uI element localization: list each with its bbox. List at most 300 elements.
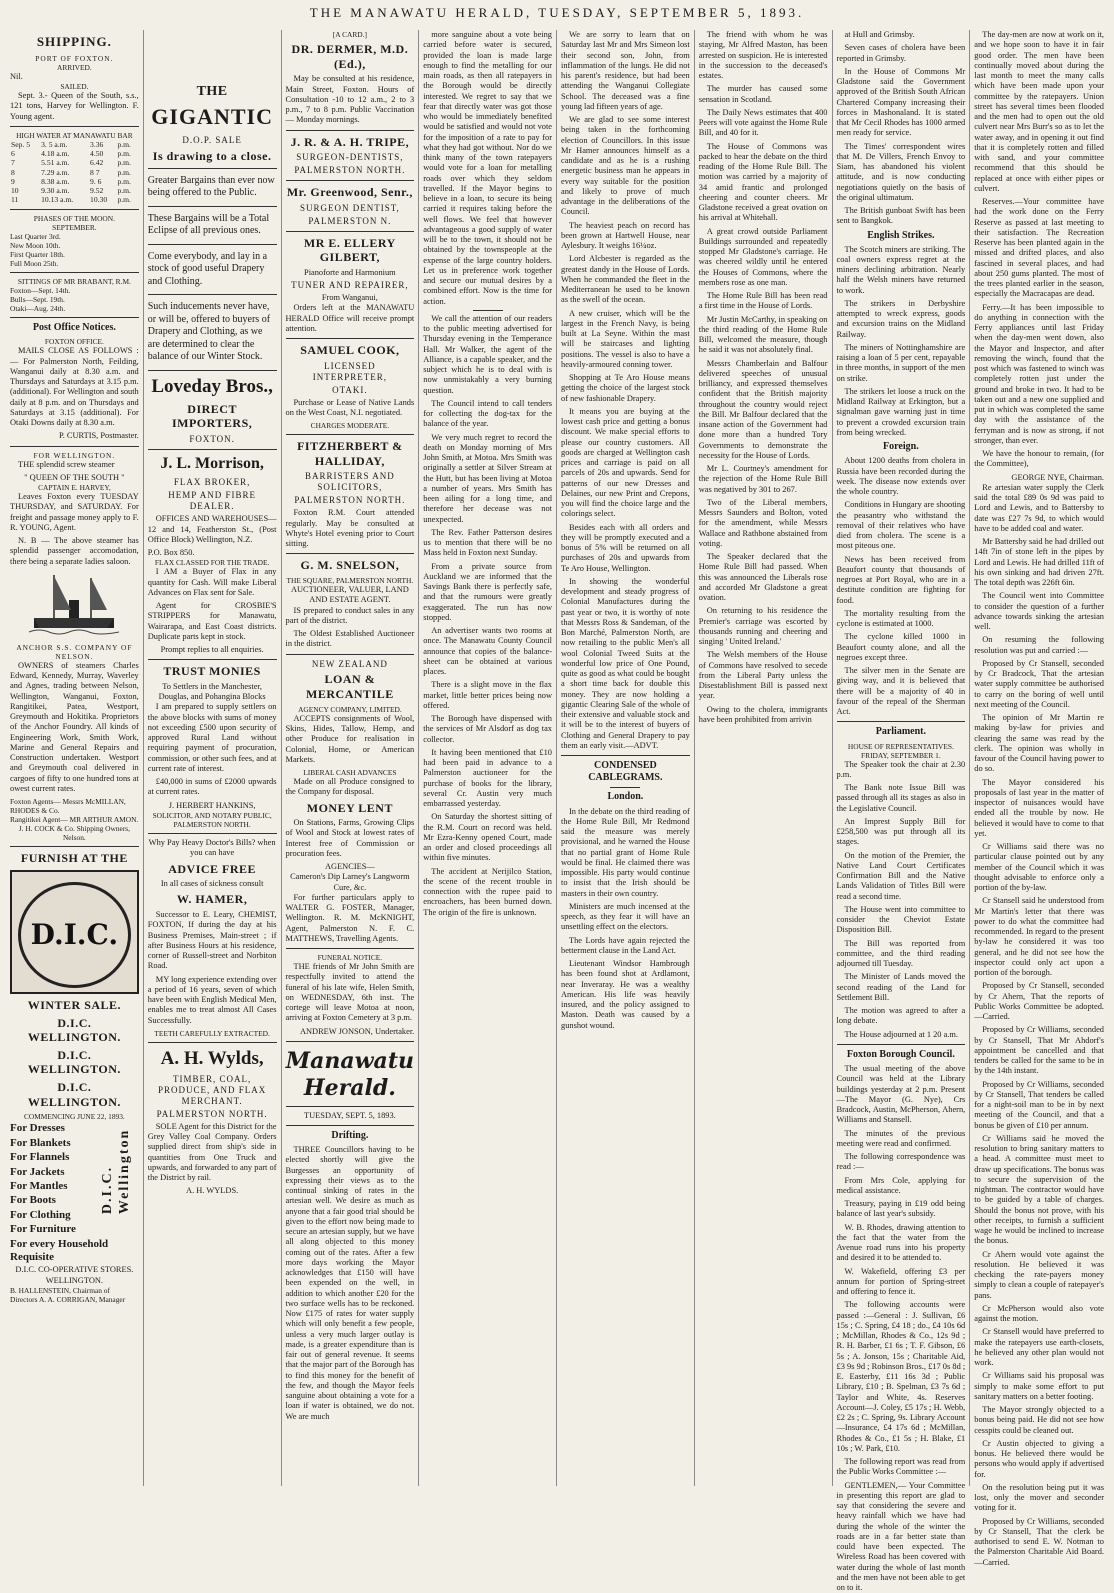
divider (286, 654, 415, 655)
funeral-title: FUNERAL NOTICE. (317, 953, 383, 963)
furnish-title: FURNISH AT THE (20, 851, 128, 866)
post-office-sub: FOXTON OFFICE. (44, 337, 104, 347)
article-text-6: The Home Rule Bill has been read a first time in the House of Lords. (698, 291, 828, 311)
column-4 (419, 30, 557, 1486)
divider (10, 272, 139, 273)
snelson-sub-2: AUCTIONEER, VALUER, LAND AND ESTATE AGENT. (290, 585, 409, 605)
tide-cell: 4.50 (90, 149, 104, 159)
dic-item: For Dresses (10, 1122, 65, 1135)
article-text-20: The House went into committee to consider the Cheviot Estate Disposition Bill. (836, 904, 966, 935)
chairman-sign: GEORGE NYE, Chairman. (1011, 472, 1104, 482)
sale-the: THE (196, 84, 228, 99)
loveday-name: Loveday Bros., (151, 375, 273, 397)
article-text-25: The usual meeting of the above Council was held at the Library buildings yesterday at 2 p.m. Present—The Mayor (G. Nye), Crs Bradcock, Austin, McPherson, Ahern, Williams and Stansell. (836, 1064, 966, 1125)
morrison-po: P.O. Box 850. (147, 548, 195, 558)
tide-row (10, 186, 139, 195)
article-text-5: Re artesian water supply the Clerk said the total £89 0s 9d was paid to Lord and Lewis, and to Battersby to date was £27 7s 9d, to which would have to be added coal and water. (974, 482, 1104, 533)
divider (837, 1044, 966, 1045)
tide-cell: 6.42 (90, 158, 104, 168)
tide-row (10, 140, 139, 149)
dic-item: For Mantles (10, 1179, 68, 1192)
article-text-28: From Mrs Cole, applying for medical assistance. (836, 1175, 966, 1195)
dermer-text: May be consulted at his residence, Main Street, Foxton. Hours of Consultation -10 to 12 a.m., 2 to 3 p.m., 7 to 8 p.m. Public Vaccination — Monday mornings. (285, 74, 415, 125)
trust-title: TRUST MONIES (163, 664, 261, 679)
divider (286, 553, 415, 554)
article-text-29: Treasury, paying in £19 odd being balance of last year's subsidy. (836, 1199, 966, 1219)
article-text-7: The Council went into Committee to consider the question of a further advance towards sinking the artesian well. (974, 591, 1104, 631)
article-text-19: On the motion of the Premier, the Native Land Court Certificates Confirmation Bill and the Native Lands Validation of Titles Bill were read a second time. (836, 850, 966, 901)
money-lent: MONEY LENT (306, 800, 393, 815)
sitting-entry: Bulls—Sept. 19th. (10, 294, 65, 304)
cook-text: Purchase or Lease of Native Lands on the West Coast, N.I. negotiated. (285, 397, 415, 417)
morrison-text: I AM a Buyer of Flax in any quantity for Cash. Will make Liberal Advances on Flax sent for Sale. (147, 567, 277, 597)
loveday-place: FOXTON. (189, 433, 235, 444)
tide-row (10, 168, 139, 177)
commencing-date: COMMENCING JUNE 22, 1893. (23, 1112, 125, 1122)
wellington-note: N. B — The above steamer has splendid passenger accomodation, there being a separate ladies saloon. (10, 536, 139, 566)
article-text-7: Mr Justin McCarthy, in speaking on the third reading of the Home Rule Bill, welcomed the measure, though he said it was not absolutely final. (698, 314, 828, 355)
post-office-title: Post Office Notices. (32, 322, 116, 334)
gilbert-sub-2: TUNER AND REPAIRER, (291, 280, 409, 291)
article-text-8: Besides each with all orders and they will be promptly executed and a bonus of 5% will be returned on all purchases of 20s and upwards from Te Aro House, Wellington. (561, 522, 690, 573)
divider (148, 244, 277, 245)
hankins-name: J. HERBERT HANKINS, (168, 800, 256, 810)
gilbert-name: MR E. ELLERY GILBERT, (303, 235, 396, 265)
tide-cell: p.m. (117, 186, 131, 196)
tide-cell: p.m. (117, 149, 131, 159)
dic-footer: D.I.C. CO-OPERATIVE STORES. WELLINGTON. (15, 1265, 134, 1285)
article-text-9: Proposed by Cr Stansell, seconded by Cr Bradcock, That the artesian water supply committee be authorised to carry on the boring of well until next meeting of the Council. (974, 658, 1104, 709)
column-7 (833, 30, 971, 1593)
article-text-11: On Saturday the shortest sitting of the R.M. Court on record was held. Mr Ezra-Kenny opened Court, made an order and closed proceedings all within five minutes. (423, 812, 552, 863)
article-text-15: The silver men in the Senate are giving way, and it is believed that there will be a majority of 40 in favour of the repeal of the Sherman Act. (836, 666, 966, 717)
article-text-16: Proposed by Cr Williams, seconded by Cr Stansell, That tenders be called for a night-soil man to be in by next meeting of the Council, and that a bonus be given of £10 per annum. (974, 1079, 1104, 1130)
article-text-6: From a private source from Auckland we are informed that the Savings Bank there is perfectly safe, and that the rumours were greatly exaggerated. The run has now stopped. (423, 561, 552, 622)
gilbert-sub: Pianoforte and Harmonium (304, 267, 396, 277)
article-text-6: The Scotch miners are striking. The coal owners express regret at the miners declining arbitration. Nearly half the Welsh miners have returned to work. (836, 244, 966, 295)
tide-cell: 9. 6 (90, 176, 102, 186)
divider (10, 126, 139, 127)
article-text-23: The motion was agreed to after a long debate. (836, 1006, 966, 1026)
doctor-question: Why Pay Heavy Doctor's Bills? when you can have (148, 838, 276, 858)
loan-sub: AGENCY COMPANY, LIMITED. (298, 704, 402, 714)
article-text-3: In the House of Commons Mr Gladstone said the Government approved of the British South African Chartered Company increasing their forces in Mashonaland. It is stated that Mr Cecil Rhodes has 1000 armed men ready for service. (836, 66, 966, 138)
loan-nz: NEW ZEALAND (311, 658, 388, 669)
divider (10, 317, 139, 318)
column-6 (695, 30, 833, 1486)
moon-phase: First Quarter 18th. (10, 249, 65, 259)
anchor-text: OWNERS of steamers Charles Edward, Kennedy, Murray, Waverley and Agnes, trading between Nelson, Wellington, Wanganui, Foxton, Rangitikei, Patea, Westport, Greymouth and Hokitika. Proprietors of the Anchor Foundry. All kinds of Engineering Work, Smith Work, Marine and General Repairs and Construction undertaken. Westport and Greymouth coal delivered in cargoes of fifty to one hundred tons at owest current rates. (10, 660, 139, 793)
article-text-12: The accident at Nerijilco Station, the scene of the recent trouble in connection with the rupee paid to encroachers, has been burned down. The origin of the fire is unknown. (423, 866, 552, 917)
dic-stores-banner (10, 870, 139, 994)
article-text-13: The Welsh members of the House of Commons have resolved to secede from the Liberal Party unless the Disestablishment Bill is passed next year. (698, 650, 828, 701)
dic-item: For Boots (10, 1194, 56, 1207)
tide-cell: Sep. 5 (11, 139, 30, 149)
steamship-illustration (29, 570, 119, 640)
snelson-name: G. M. SNELSON, (300, 558, 400, 573)
greenwood-place: PALMERSTON N. (308, 215, 392, 226)
wylds-sub: TIMBER, COAL, PRODUCE, AND FLAX MERCHANT. (157, 1073, 267, 1106)
article-text-19: Cr McPherson would also vote against the motion. (974, 1303, 1104, 1323)
morrison-agent: Agent for CROSBIE'S STRIPPERS for Manawatu, Wairarapa, and East Coast districts. Duplicate parts kept in stock. (147, 601, 277, 641)
tide-cell: 7 (11, 158, 15, 168)
snelson-text: IS prepared to conduct sales in any part of the district. (285, 605, 415, 625)
foxton-council-title: Foxton Borough Council. (846, 1048, 955, 1060)
article-text-4: We very much regret to record the death on Monday morning of Mrs John Smith, at Motoa. Mrs Smith was originally a settler at Silver Stream at the Hutt, but has been living at Motoa a number of years. Mrs Smith has been ailing for a long time, and therefore her decease was not unexpected. (423, 432, 552, 524)
moon-list (10, 232, 139, 268)
sale-para-1: Greater Bargains than ever now being offered to the Public. (147, 174, 275, 198)
tide-row (10, 177, 139, 186)
morrison-reply: Prompt replies to all enquiries. (160, 645, 264, 655)
dic-item: For every Household Requisite (10, 1237, 109, 1263)
article-text-16: The Speaker took the chair at 2.30 p.m. (836, 759, 966, 779)
sittings-title: SITTINGS OF MR BRABANT, R.M. (17, 276, 131, 286)
drifting-title: Drifting. (331, 1129, 369, 1141)
article-text-4: We have the honour to remain, (for the Committee), (974, 449, 1104, 469)
herald-title: Manawatu Herald. (285, 1047, 414, 1101)
article-text-3: The heaviest peach on record has been grown at Hartwell House, near Aylesbury. It weighs 16¼oz. (561, 220, 690, 250)
article-text-14: Proposed by Cr Stansell, seconded by Cr Ahern, That the reports of Public Works Committee be adopted.—Carried. (974, 981, 1104, 1021)
article-text-1: The day-men are now at work on it, and we hope soon to have it in fair good order. The men have been continually moved about during the last month to meet the many calls which have been made upon your committee by the ratepayers. Union street has several times been flooded and the men had to open out the old culvert near Mrs Burr's so as to let the water away, and in opening it out find that it is completely rotten and filled with sand, and your committee recommend that this should be replaced at once with either pipes or culvert. (974, 30, 1104, 193)
masthead: THE MANAWATU HERALD, TUESDAY, SEPTEMBER 5, 1893. (309, 5, 805, 20)
dic-item: For Jackets (10, 1165, 65, 1178)
divider (10, 209, 139, 210)
divider (286, 434, 415, 435)
tide-row (10, 149, 139, 158)
article-text-5: A great crowd outside Parliament Buildings surrounded and repeatedly stopped Mr Gladstone's carriage. He was cheered wildly until he entered the Houses of Commons, where the members rose as one man. (698, 226, 828, 287)
tide-cell: 3.36 (90, 139, 104, 149)
drifting-text: THREE Councillors having to be elected shortly will give the Burgesses an opportunity of expressing their views as to the continual sinking of rates in the artesian well. We desire as much as anyone that a fair good trial should be given to the effort now being made to secure an artesian supply, but we have all along objected to this money coming out of the rates. After a few more days working the Mayor acknowledges that £150 will have been expended on the well, in addition to which another £20 for the two surface wells has to be reckoned. Now £175 of rates for water supply which will only benefit a few people, unless a very much larger outlay is made, is a greater expenditure than is fair out of general revenue. It seems that the major part of the Borough has to find this money for the benefit of the few, and though the Mayor feels sanguine about obtaining a vote for a loan if water is obtained, we do not. We are much (285, 1145, 415, 1421)
dermer-name: DR. DERMER, M.D. (Ed.), (291, 42, 409, 71)
article-text-12: The Lords have again rejected the betterment clause in the Land Act. (561, 935, 690, 955)
parliament-title: Parliament. (875, 726, 926, 738)
wylds-name: A. H. Wylds, (160, 1047, 264, 1069)
article-text-3: Ferry.—It has been impossible to do anything in connection with the Ferry appliances until last Friday when the day-men went down, also the Mayor and Inspector, and after removing the winch, found that the post which was fastened to winch was completely rotten just under the ground and broke in two. It had to be taken out and a new one supplied and put in which was completed the same day with the assistance of the ferryman and is now as strong, if not stronger, than ever. (974, 302, 1104, 445)
article-text-30: W. B. Rhodes, drawing attention to the fact that the water from the Avenue road runs into his property and desired it to be attended to. (836, 1222, 966, 1263)
article-text-15: Proposed by Cr Williams, seconded by Cr Stansell, That Mr Ahdorf's appointment be cancelled and that tenders be called for the same to be in by the 14th instant. (974, 1025, 1104, 1076)
article-text-2: Seven cases of cholera have been reported in Grimsby. (836, 43, 966, 63)
article-text-1: at Hull and Grimsby. (844, 30, 915, 39)
anchor-signature: J. H. COCK & Co. Shipping Owners, Nelson. (18, 824, 131, 843)
moon-month: SEPTEMBER. (52, 222, 97, 232)
arrived-value: Nil. (10, 71, 23, 81)
article-text-7: It means you are buying at the lowest cash price and getting a bonus discount. We make special efforts to please our country customers. All goods are charged at Wellington cash prices and carriage is paid on all parcels of 20s and upwards. Send for patterns of our new Dresses and Delaines, our new Print and Crepons, you will find the choice large and the colorings select. (561, 406, 690, 519)
moon-phase: Last Quarter 3rd. (10, 231, 61, 241)
tide-row (10, 195, 139, 204)
arrived-label: ARRIVED. (57, 62, 92, 72)
trust-text-2: £40,000 in sums of £2000 upwards at current rates. (147, 777, 277, 797)
article-text-31: W. Wakefield, offering £3 per annum for portion of Spring-street and offering to fence it. (836, 1266, 966, 1297)
fitz-sub: BARRISTERS AND SOLICITORS, (304, 471, 395, 493)
winter-sale: WINTER SALE. (27, 997, 122, 1012)
tide-cell: 7.29 a.m. (41, 167, 70, 177)
agencies-text: Cameron's Dip Larney's Langworm Cure, &c. (290, 872, 410, 892)
wylds-sign: A. H. WYLDS. (186, 1186, 239, 1196)
article-text-18: Cr Ahern would vote against the resolution. He believed it was checking the rate-payers money simply to clean a couple of ratepayer's pans. (974, 1249, 1104, 1300)
divider (148, 370, 277, 371)
greenwood-sub: SURGEON DENTIST, (299, 202, 400, 213)
sale-para-3: Come everybody, and lay in a stock of good useful Drapery and Clothing. (147, 250, 268, 287)
article-text-9: The strikers let loose a truck on the Midland Railway at Erkington, but a signalman gave warning just in time to prevent a crowded excursion train from being wrecked. (836, 386, 966, 437)
divider (10, 446, 139, 447)
article-text-2: The murder has caused some sensation in Scotland. (698, 84, 828, 104)
tide-cell: p.m. (117, 176, 131, 186)
article-text-20: Cr Stansell would have preferred to make the ratepayers use earth-closets, he believed any other plan would not work. (974, 1327, 1104, 1367)
tide-cell: 9.30 a.m. (41, 186, 70, 196)
article-text-32: The following accounts were passed :—General : J. Sullivan, £6 15s ; C. Spring, £4 18 ; do., £4 10s 6d ; McMillan, Rhodes & Co., 12s 9d ; R. H. Barber, £1 6s ; T. F. Gibson, £6 5s ; A. Jonson, 15s ; Charitable Aid, £3 9s 9d ; Robinson Bros., £17 0s 8d ; E. Easterby, £11 16s 3d ; Public Library, £10 ; B. Spelman, £3 7s 6d ; Taylor and White, 4s. Reserves Account—J. Coley, £5 17s ; H. Webb, £2 2s ; C. Spring, 9s. Library Account—Insurance, £4 17s 6d ; McMillan, Rhodes & Co., £1 5s ; H. Blake, £1 10s ; W. Park, £10. (836, 1300, 966, 1453)
tide-row (10, 158, 139, 167)
column-2 (144, 30, 282, 1486)
divider (286, 231, 415, 232)
article-text-10: About 1200 deaths from cholera in Russia have been recorded during the week. The disease now extends over the whole country. (836, 456, 966, 497)
liberal-text: Made on all Produce consigned to the Company for disposal. (285, 777, 415, 797)
column-5 (557, 30, 695, 1486)
sailed-label: SAILED. (60, 82, 89, 92)
tide-cell: 11 (11, 195, 19, 205)
english-strikes-title: English Strikes. (867, 229, 935, 241)
article-text-6: Mr Battersby said he had drilled out 14ft 7in of stone left in the pipes by Lord and Lewis. He had drilled 11ft of his own sinking and had driven 27ft. The total depth was 226ft 6in. (974, 537, 1104, 587)
column-1 (6, 30, 144, 1486)
article-text-11: Conditions in Hungary are shooting the peasantry who withstand the removal of their relatives who have died from cholera. The scene is a most piteous one. (836, 500, 966, 551)
morrison-classed: FLAX CLASSED FOR THE TRADE. (154, 558, 270, 568)
divider (473, 310, 503, 311)
article-text-12: Cr Williams said there was no particular clause pointed out by any member of the Council which it was thought advisable to enforce only a portion of the by-law. (974, 842, 1104, 892)
divider (148, 168, 277, 169)
article-text-24: On the resolution being put it was lost, only the mover and seconder voting for it. (974, 1482, 1104, 1513)
wellington-sailings: Leaves Foxton every TUESDAY THURSDAY, and SATURDAY. For freight and passage money apply to F. R. YOUNG, Agent. (10, 492, 139, 532)
tide-cell: 4.18 a.m. (41, 149, 70, 159)
sale-para-2: These Bargains will be a Total Eclipse of all previous ones. (147, 212, 270, 236)
cook-charges: CHARGES MODERATE. (310, 421, 390, 431)
article-text-4: The Times' correspondent wires that M. De Villers, French Envoy to Siam, has abandoned his violent attitude, and is now conducting negotiations quietly on the basis of the original ultimatum. (836, 141, 966, 202)
advice-sub: In all cases of sickness consult (160, 879, 264, 889)
article-text-3: The Council intend to call tenders for collecting the dog-tax for the balance of the year. (423, 398, 552, 429)
house-title: HOUSE OF REPRESENTATIVES. (847, 741, 954, 751)
tide-cell: 6 (11, 149, 15, 159)
trust-sub: To Settlers in the Manchester, Douglas, and Pohangina Blocks (158, 681, 266, 702)
liberal-title: LIBERAL CASH ADVANCES (303, 768, 397, 777)
sitting-entry: Otaki—Aug. 24th. (10, 304, 66, 314)
postmaster: P. CURTIS, Postmaster. (58, 431, 139, 441)
cook-name: SAMUEL COOK, (300, 343, 400, 358)
article-text-18: An Imprest Supply Bill for £258,500 was put through all its stages. (836, 816, 966, 847)
tide-cell: 9 (11, 176, 15, 186)
dic-item: For Furniture (10, 1223, 76, 1236)
cablegrams-title: CONDENSED CABLEGRAMS. (588, 760, 663, 784)
article-text-8: There is a slight move in the flax market, little better prices being now offered. (423, 680, 552, 710)
divider (286, 1125, 415, 1126)
divider (148, 659, 277, 660)
foreign-title: Foreign. (883, 441, 919, 453)
divider (148, 833, 277, 834)
newspaper-columns (6, 30, 1108, 1593)
dic-wellington: D.I.C. WELLINGTON. (27, 1047, 121, 1077)
morrison-name: J. L. Morrison, (160, 454, 264, 472)
agencies-title: AGENCIES— (324, 862, 375, 872)
dic-items-block (10, 1122, 139, 1264)
article-text-5: A new cruiser, which will be the largest in the French Navy, is being built at La Seyne. Within the mast will be staircases and lighting positions. The vessel is also to have a heavily-armoured conning tower. (561, 308, 690, 369)
article-text-1: more sanguine about a vote being carried before water is secured, provided the loan is made large enough to find the metalling for our main roads, as then all ratepayers in the Borough would be directly interested. We regret to say that we fear that directly water was got those who would be immediately benefited would be satisfied and would not vote for the imposition of a rate to pay for what they had got without. Nor do we think many of the town ratepayers would vote for a loan for metalling roads over which they seldom travelled. If the Mayor begins to believe in a loan, to secure its being carried it requires taking before the well flows. We feel that however advantageous a good supply of water will be to the town, it should not be obtained by the townspeople at the expense of the large country holders. Let us in preference work together and secure our mutual desires by a combined effort. Now is the time for action. (423, 30, 552, 306)
gilbert-text: Orders left at the MANAWATU HERALD Office will receive prompt attention. (285, 303, 415, 333)
article-text-34: GENTLEMEN,— Your Committee in presenting this report are glad to say that considering the severe and heavy rainfall which we have had during the whole of the winter the roads are in a far better state than could have been expected. The Wireless Road has been covered with water during the whole of last month and the men have not been able to get on to it. (836, 1480, 966, 1593)
tide-cell: 10.13 a.m. (41, 195, 74, 205)
moon-title: PHASES OF THE MOON. (33, 213, 115, 223)
teeth-note: TEETH CAREFULLY EXTRACTED. (154, 1028, 270, 1038)
divider (10, 846, 139, 847)
article-text-10: The opinion of Mr Martin re making by-law for privies and clearing the same was read by the clerk. The opinion was wholly in favour of the Council having power to do so. (974, 713, 1104, 774)
hankins-sub: SOLICITOR, AND NOTARY PUBLIC, PALMERSTON NORTH. (152, 810, 272, 829)
article-text-24: The House adjourned at 1 20 a.m. (844, 1029, 958, 1039)
fitz-name: FITZHERBERT & HALLIDAY, (297, 439, 403, 468)
moon-phase: New Moon 10th. (10, 240, 61, 250)
article-text-14: Owing to the cholera, immigrants have been prohibited from arrivin (698, 704, 828, 724)
greenwood-name: Mr. Greenwood, Senr., (286, 185, 413, 200)
article-text-17: The Bank note Issue Bill was passed through all its stages as also in the Legislative Council. (836, 783, 966, 813)
article-text-11: The Speaker declared that the Home Rule Bill had passed. When this was announced the Liberals rose and accorded Mr Gladstone a great ovation. (698, 552, 828, 602)
article-text-3: The Daily News estimates that 400 Peers will vote against the Home Rule Bill, and 40 for it. (698, 107, 828, 138)
article-text-1: We are sorry to learn that on Saturday last Mr and Mrs Simeon lost their second son, John, from inflammation of the lungs. He did not his parent's residence, but had been attending the Wanganui Collegiate School. The deceased was a fine young lad fifteen years of age. (561, 30, 690, 111)
sittings-list (10, 286, 139, 313)
hamer-text-2: MY long experience extending over a period of 16 years, seven of which have been with English Medical Men, enables me to treat almost All Cases Successfully. (147, 974, 277, 1025)
herald-date: TUESDAY, SEPT. 5, 1893. (304, 1110, 396, 1120)
port-name: PORT OF FOXTON. (35, 53, 114, 63)
agencies-text-2: For further particulars apply to WALTER G. FOSTER, Manager, Wellington. R. M. McKNIGHT, Agent, Palmerston N. F. C. MATTHEWS, Travelling Agents. (285, 892, 415, 943)
sale-gigantic: GIGANTIC (151, 104, 273, 130)
post-office-text: MAILS CLOSE AS FOLLOWS :— For Palmerston North, Feilding, Wanganui daily at 8.30 a.m. and Thursdays and Saturdays at 3.15 p.m. (additional). For Wellington and south daily at 8 p.m. and on Thursdays and Saturdays at 3.15 (additional). For Otaki Downs daily at 8.30 a.m. (10, 346, 139, 428)
article-text-13: Cr Stansell said he understood from Mr Martin's letter that there was power to do what the committee had recommended. In regard to the present by-law he considered it was too general, and he did not see how the inspector could only act upon a portion of the borough. (974, 896, 1104, 977)
article-text-12: News has been received from Beaufort county that thousands of negroes at Port Royal, who are in a destitute condition are fighting for food. (836, 554, 966, 605)
article-text-10: Two of the Liberal members, Messrs Saunders and Bolton, voted for the amendment, while Messrs Wallace and Rathbone abstained from voting. (698, 497, 828, 548)
anchor-agents-2: Rangitikei Agent— MR ARTHUR AMON. (10, 815, 139, 825)
shipping-title: SHIPPING. (36, 34, 112, 49)
tide-cell: 8.38 a.m. (41, 176, 70, 186)
sale-name: D.O.P. SALE (182, 134, 242, 145)
tide-cell: 9.52 (90, 186, 104, 196)
dic-item: For Flannels (10, 1151, 70, 1164)
friday-date: FRIDAY, SEPTEMBER 1. (861, 750, 941, 760)
tripe-sub: SURGEON-DENTISTS, (296, 152, 404, 163)
money-text: On Stations, Farms, Growing Clips of Wool and Stock at lowest rates of Interest free of Commission or procuration fees. (285, 818, 415, 858)
article-text-21: The Bill was reported from committee, and the third reading adjourned till Tuesday. (836, 938, 966, 969)
tide-cell: 3. 5 a.m. (41, 139, 68, 149)
article-text-14: The cyclone killed 1000 in Beaufort county alone, and all the negroes except three. (836, 632, 966, 662)
article-text-2: Reserves.—Your committee have had the work done on the Ferry Reserve as passed at last meeting to their satisfaction. The Recreation Reserve has been planted again in the missed and drifted places, and also fascined in several places, and had about 250 gums planted. The most of the trees planted earlier in the season, especially the Macracapas are dead. (974, 197, 1104, 299)
column-3 (282, 30, 420, 1486)
divider (286, 338, 415, 339)
article-text-26: The minutes of the previous meeting were read and confirmed. (836, 1128, 966, 1148)
funeral-text: THE friends of Mr John Smith are respectfully invited to attend the funeral of his late wife, Helen Smith, on WEDNESDAY, 6th inst. The cortege will leave Motoa at noon, arriving at Foxton Cemetery at 3 p.m. (285, 962, 415, 1023)
gilbert-from: From Wanganui, (321, 293, 378, 303)
divider (561, 755, 690, 756)
snelson-sub: THE SQUARE, PALMERSTON NORTH. (286, 575, 414, 585)
article-text-17: Cr Williams said he moved the resolution to bring sanitary matters to a head. A committee must meet to draw up specifications. The bonus was to secure the supervision of the nightman. The contractor would have to be guided by a table of charges. Should the bonus not prove, with his other receipts, to furnish a sufficient wage he would be inclined to increase the bonus. (974, 1133, 1104, 1246)
ship-name: " QUEEN OF THE SOUTH " (24, 472, 125, 482)
london-title: London. (607, 791, 644, 803)
loan-text: ACCEPTS consignments of Wool, Skins, Hides, Tallow, Hemp, and other Produce for realisation in Colonial, Home, or American Markets. (285, 713, 415, 764)
article-text-2: We are glad to see some interest being taken in the forthcoming election of Councillors. In this issue Mr Hamer announces himself as a candidate and as he is a rushing energetic business man he appears in every way suitable for the position and likely to prove of much advantage in the deliberations of the Council. (561, 115, 690, 217)
divider (286, 948, 415, 949)
cook-place: OTAKI. (332, 384, 368, 395)
divider (148, 206, 277, 207)
tide-cell: p.m. (117, 167, 131, 177)
divider (148, 1042, 277, 1043)
hamer-name: W. HAMER, (176, 892, 248, 907)
article-text-13: Lieutenant Windsor Hambrough has been found shot at Ardlamont, near Inveraray. He was a wealthy American. His life was heavily insured, and the policy assigned to Maston. Death was caused by a gunshot wound. (561, 959, 690, 1030)
hamer-text: Successor to E. Leary, CHEMIST, FOXTON, If during the day at his Business Premises, Main-street ; if after Business Hours at his residence, corner of Russell-street and Norbiton Road. (147, 910, 277, 971)
wylds-text: SOLE Agent for this District for the Grey Valley Coal Company. Orders supplied direct from ship's side in quantities from One Truck and upwards, and forwarded to any part of the District by rail. (147, 1121, 277, 1183)
snelson-text-2: The Oldest Established Auctioneer in the district. (285, 629, 415, 649)
tide-cell: p.m. (117, 195, 131, 205)
divider (286, 1041, 415, 1042)
article-text-23: Cr Austin objected to giving a bonus. He believed there would be persons who would apply if advertised for. (974, 1438, 1104, 1479)
article-text-5: The Rev. Father Patterson desires us to mention that there will be no Mass held in Foxton next Sunday. (423, 527, 552, 558)
article-text-2: We call the attention of our readers to the public meeting advertised for Thursday evening in the Temperance Hall. Mr Walker, the agent of the Alliance, is a capable speaker, and the subject which he is to deal with is now unmistakably a very burning question. (423, 313, 552, 395)
sailed-text: Sept. 3.- Queen of the South, s.s., 121 tons, Harvey for Wellington. F. Young agent. (10, 91, 139, 121)
loveday-sub: DIRECT IMPORTERS, (171, 401, 253, 431)
article-text-1: The friend with whom he was staying, Mr Alfred Maston, has been arrested on suspicion. He is interested in the succession to the deceased's estates. (698, 30, 828, 80)
sale-drawing: Is drawing to a close. (152, 148, 272, 163)
article-text-11: Ministers are much incensed at the speech, as they fear it will have an unsettling effect on the electors. (561, 901, 690, 932)
article-text-22: The Minister of Lands moved the second reading of the Land for Settlement Bill. (836, 972, 966, 1002)
article-text-27: The following correspondence was read :— (836, 1152, 966, 1172)
tide-cell: p.m. (117, 139, 131, 149)
dic-item: For Blankets (10, 1136, 71, 1149)
article-text-8: Messrs Chamberlain and Balfour delivered speeches of unusual brilliancy, and expressed themselves confident that the British majority throughout the country would reject the Bill. Mr Balfour declared that the insane action of the Government had done more than a hundred Tory Governments to demonstrate the necessity for the House of Lords. (698, 358, 828, 460)
captain: CAPTAIN E. HARVEY, (38, 483, 111, 493)
divider (837, 721, 966, 722)
article-text-13: The mortality resulting from the cyclone is estimated at 1000. (836, 608, 966, 629)
card-label: [A CARD.] (332, 30, 367, 39)
article-text-12: On returning to his residence the Premier's carriage was escorted by thousands running and cheering and singing ' United Ireland.' (698, 606, 828, 646)
dic-wellington-list (10, 1016, 139, 1110)
fitz-place: PALMERSTON NORTH. (294, 495, 406, 506)
advice-free: ADVICE FREE (168, 861, 257, 876)
divider (148, 449, 277, 450)
divider (286, 130, 415, 131)
loan-title: LOAN & MERCANTILE (306, 672, 394, 702)
article-text-8: On resuming the following resolution was put and carried :— (974, 635, 1104, 655)
dic-vertical-label: D.I.C. Wellington (99, 1129, 132, 1215)
article-text-9: Mr L. Courtney's amendment for the rejection of the Home Rule Bill was negatived by 301 to 267. (698, 464, 828, 494)
wylds-place: PALMERSTON NORTH. (156, 1108, 268, 1119)
sitting-entry: Foxton—Sept. 14th. (10, 285, 71, 295)
article-text-7: The strikers in Derbyshire attempted to wreck express, goods and excursion trains on the Midland Railway. (836, 298, 966, 339)
divider (610, 787, 640, 788)
moon-phase: Full Moon 25th. (10, 258, 59, 268)
tide-cell: 8 (11, 167, 15, 177)
tide-title: HIGH WATER AT MANAWATU BAR (16, 130, 133, 140)
morrison-sub-2: HEMP AND FIBRE DEALER. (168, 490, 256, 512)
article-text-10: It having been mentioned that £10 had been paid in advance to a Palmerston auctioneer for the purchase of books for the library, several Cr. Austin very much embarrassed yesterday. (423, 747, 552, 808)
article-text-21: Cr Williams said his proposal was simply to make some effort to put sanitary matters on a better footing. (974, 1371, 1104, 1401)
wellington-text: THE splendid screw steamer (18, 459, 115, 469)
tide-cell: 10 (11, 186, 19, 196)
article-text-6: Shopping at Te Aro House means getting the choice of the largest stock of new fashionable Drapery. (561, 373, 690, 403)
tripe-place: PALMERSTON NORTH. (294, 165, 406, 176)
article-text-22: The Mayor strongly objected to a bonus being paid. He did not see how cesspits could be cleaned out. (974, 1405, 1104, 1435)
morrison-address: OFFICES AND WAREHOUSES— 12 and 14, Featherston St., (Post Office Block) Wellington, N.Z. (147, 514, 277, 544)
article-text-11: The Mayor considered his proposals of last year in the matter of inspector of nuisances would have ended all the trouble by now. He believed it would have to come to that yet. (974, 777, 1104, 838)
cook-sub: LICENSED INTERPRETER, (312, 360, 387, 382)
tide-table (10, 140, 139, 205)
article-text-8: The miners of Nottinghamshire are raising a loan of 5 per cent, repayable in three months, in support of the men on strike. (836, 342, 966, 383)
funeral-sign: ANDREW JONSON, Undertaker. (299, 1026, 415, 1036)
article-text-25: Proposed by Cr Williams, seconded by Cr Stansell, That the clerk be authorised to send E. W. Notman to the Palmerston Charitable Aid Board.—Carried. (974, 1516, 1104, 1567)
tide-cell: 5.51 a.m. (41, 158, 70, 168)
dic-wellington: D.I.C. WELLINGTON. (27, 1080, 121, 1109)
wellington-title: FOR WELLINGTON. (33, 450, 116, 460)
article-text-4: The House of Commons was packed to hear the debate on the third reading of the Home Rule Bill. The motion was carried by a majority of 34 amid frantic and prolonged cheering and counter cheers. Mr Gladstone received a great ovation on his arrival at Whitehall. (698, 141, 828, 223)
